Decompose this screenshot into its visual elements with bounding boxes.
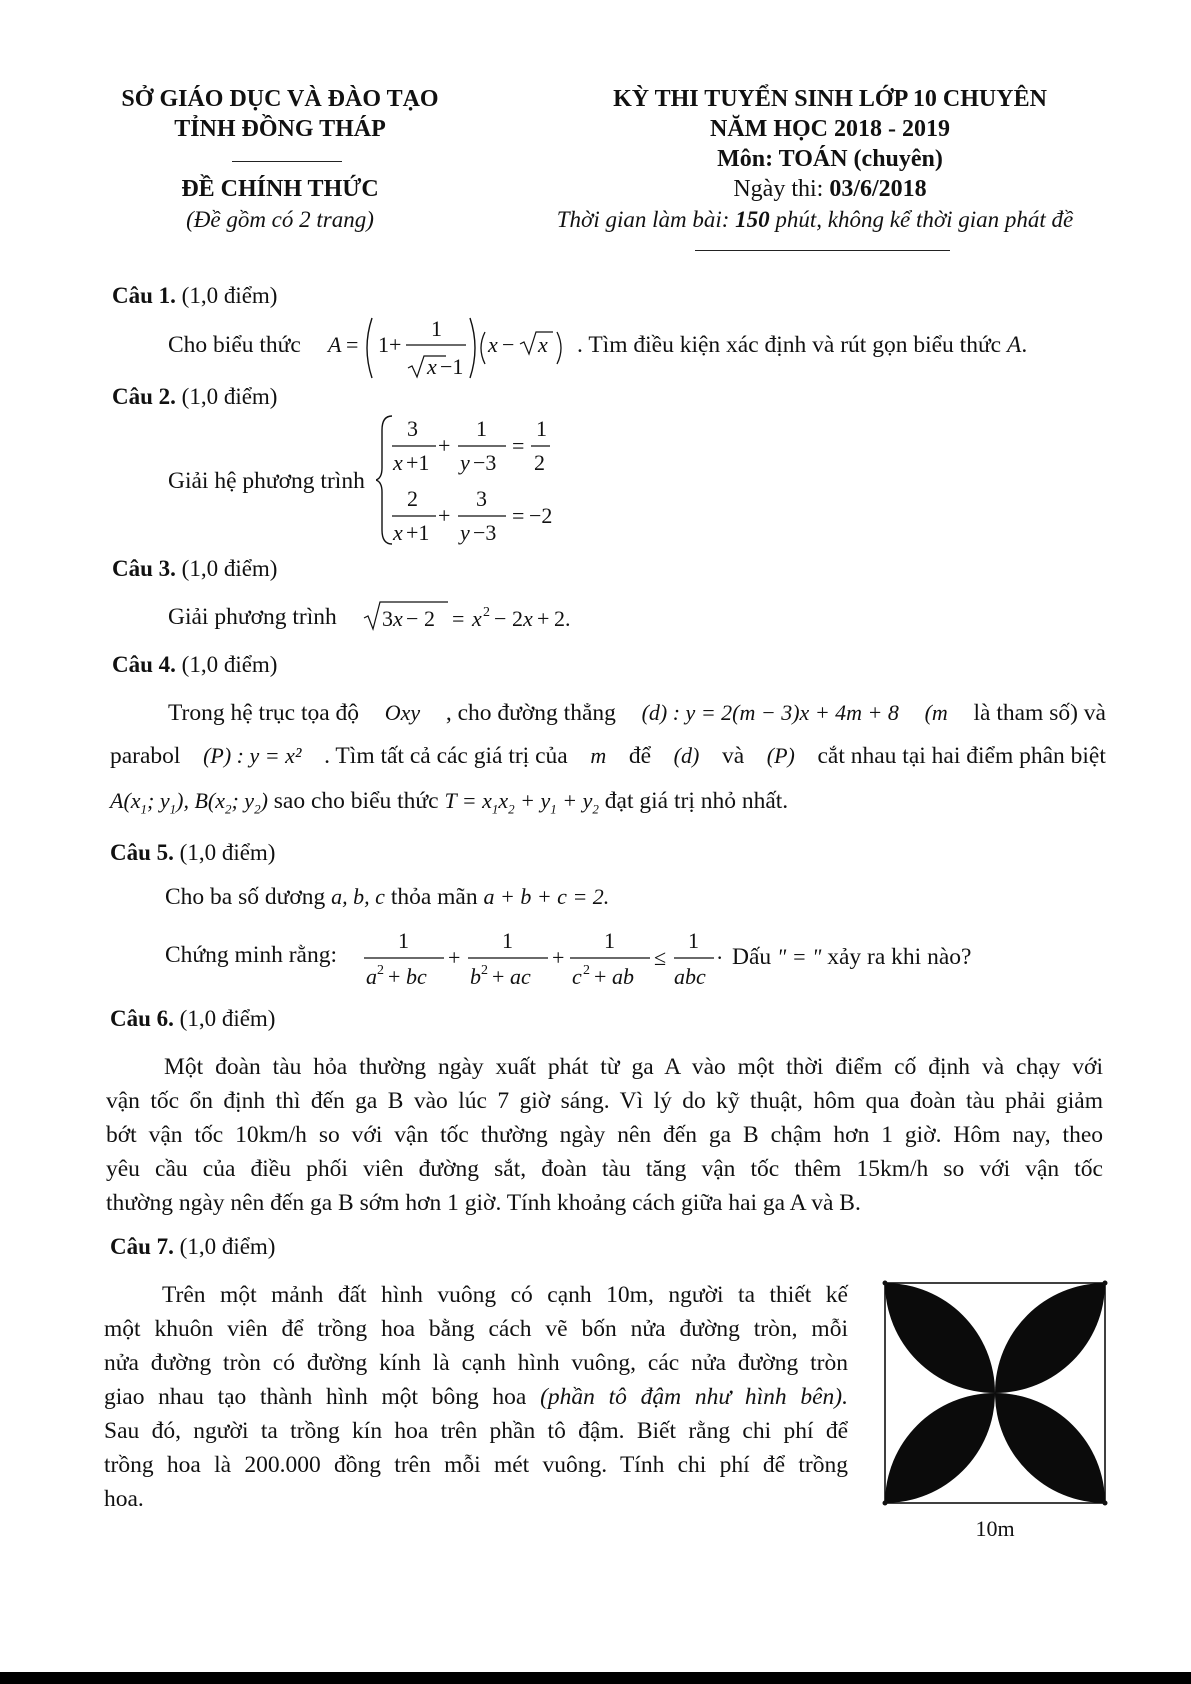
svg-text:A: A <box>328 332 342 357</box>
scan-bottom-edge <box>0 1672 1191 1684</box>
q4-l1c: là tham số) và <box>973 700 1106 726</box>
q6-line: vận tốc ổn định thì đến ga B vào lúc 7 giờ sáng. Vì lý do kỹ thuật, hôm qua đoàn tàu phải giảm <box>106 1088 1103 1114</box>
q4-points-ab: $A(x_1$; $y_1$), $B(x_2$; $y_2$) <box>110 788 268 817</box>
svg-text:b: b <box>470 964 481 989</box>
question-7-body <box>104 1278 848 1516</box>
svg-text:+: + <box>388 964 401 989</box>
question-5-line-2-end <box>732 944 971 971</box>
figure-side-label <box>955 1516 1035 1542</box>
svg-text:3: 3 <box>407 416 418 441</box>
q7-line <box>104 1380 848 1414</box>
q6-line: bớt vận tốc 10km/h so với vận tốc thường ngày nên đến ga B chậm hơn 1 giờ. Hôm nay, theo <box>106 1122 1103 1148</box>
svg-text:·: · <box>716 945 724 970</box>
svg-text:−3: −3 <box>473 520 497 545</box>
question-1-heading <box>112 283 277 309</box>
q4-m-open: (m <box>924 700 948 725</box>
svg-text:1: 1 <box>604 928 615 953</box>
question-4-line-1 <box>168 700 1106 727</box>
svg-text:1: 1 <box>688 928 699 953</box>
question-1-formula <box>326 310 578 386</box>
svg-text:2.: 2. <box>554 606 571 631</box>
time-suffix: phút, không kể thời gian phát đề <box>769 207 1074 232</box>
svg-text:=: = <box>346 332 359 357</box>
q4-p: (P) <box>766 743 795 768</box>
question-6-body <box>106 1050 1103 1220</box>
question-5-title: Câu 5. <box>110 840 174 865</box>
q4-l1a: Trong hệ trục tọa độ <box>168 700 360 726</box>
question-5-line-2-label: Chứng minh rằng: <box>165 942 338 968</box>
q4-l2d: và <box>721 743 745 769</box>
question-6-title: Câu 6. <box>110 1006 174 1031</box>
time-prefix: Thời gian làm bài: <box>556 207 736 232</box>
question-1-end: . <box>1021 332 1028 358</box>
svg-text:a: a <box>366 964 377 989</box>
svg-text:ac: ac <box>510 964 531 989</box>
q4-oxy: Oxy <box>384 700 421 725</box>
svg-text:−2: −2 <box>529 503 553 528</box>
svg-text:≤: ≤ <box>654 945 667 970</box>
q4-parabola-eq: (P) : y = x² <box>203 743 302 768</box>
svg-text:x: x <box>393 450 403 475</box>
svg-text:y: y <box>460 450 470 475</box>
question-4-title: Câu 4. <box>112 652 176 677</box>
svg-text:3: 3 <box>476 486 487 511</box>
svg-text:+: + <box>594 964 607 989</box>
flower-figure <box>882 1280 1110 1516</box>
exam-date-value: 03/6/2018 <box>829 176 927 202</box>
svg-text:x: x <box>523 606 533 631</box>
svg-text:=: = <box>512 503 525 528</box>
question-7-heading <box>110 1234 275 1260</box>
svg-text:c: c <box>572 964 582 989</box>
svg-text:+: + <box>389 332 402 357</box>
figure-label: 10m <box>975 1516 1015 1541</box>
official-label: ĐỀ CHÍNH THỨC <box>181 176 379 202</box>
q7-line: một khuôn viên để trồng hoa bằng cách vẽ bốn nửa đường tròn, mỗi <box>104 1316 848 1342</box>
q7-line-4-text: giao nhau tạo thành hình một bông hoa <box>104 1384 527 1410</box>
question-7-title: Câu 7. <box>110 1234 174 1259</box>
svg-text:2: 2 <box>483 605 490 620</box>
svg-text:ab: ab <box>612 964 634 989</box>
svg-text:abc: abc <box>674 964 706 989</box>
q6-line: thường ngày nên đến ga B sớm hơn 1 giờ. Tính khoảng cách giữa hai ga A và B. <box>106 1190 861 1216</box>
question-3-title: Câu 3. <box>112 556 176 581</box>
svg-text:+: + <box>537 606 550 631</box>
page-count-note: (Đề gồm có 2 trang) <box>186 207 374 232</box>
province-name: TỈNH ĐỒNG THÁP <box>174 116 386 142</box>
svg-text:−1: −1 <box>440 354 464 379</box>
svg-text:1: 1 <box>476 416 487 441</box>
question-5-inequality <box>362 922 726 994</box>
q4-l1b: , cho đường thẳng <box>445 700 616 726</box>
svg-text:=: = <box>512 433 525 458</box>
svg-text:−: − <box>494 606 507 631</box>
question-4-points: (1,0 điểm) <box>181 652 278 677</box>
exam-date <box>560 176 1100 203</box>
q7-line: trồng hoa là 200.000 đồng trên mỗi mét vuông. Tính chi phí để trồng <box>104 1452 848 1478</box>
svg-text:2: 2 <box>583 963 590 978</box>
svg-text:−: − <box>502 332 515 357</box>
q4-l2e: cắt nhau tại hai điểm phân biệt <box>817 743 1106 769</box>
svg-text:+1: +1 <box>406 520 430 545</box>
department-name: SỞ GIÁO DỤC VÀ ĐÀO TẠO <box>121 86 439 112</box>
svg-text:3: 3 <box>382 606 393 631</box>
svg-text:+: + <box>438 433 451 458</box>
svg-text:2: 2 <box>481 963 488 978</box>
svg-text:x: x <box>393 520 403 545</box>
question-2-text: Giải hệ phương trình <box>168 468 365 494</box>
q4-t-expr: $T = x_1x_2 + y_1 + y_2$ <box>444 788 599 817</box>
q5-abc: a, b, c <box>331 884 385 909</box>
question-5-line-1 <box>165 884 609 911</box>
question-4-heading <box>112 652 277 678</box>
school-year: NĂM HỌC 2018 - 2019 <box>710 116 950 142</box>
svg-text:=: = <box>452 606 465 631</box>
svg-text:1: 1 <box>502 928 513 953</box>
left-divider <box>232 161 342 162</box>
q7-line: nửa đường tròn có đường kính là cạnh hình vuông, các nửa đường tròn <box>104 1350 848 1376</box>
q6-line: yêu cầu của điều phối viên đường sắt, đoàn tàu tăng vận tốc thêm 15km/h so với vận tốc <box>106 1156 1103 1182</box>
q4-line-eq: (d) : y = 2(m − 3)x + 4m + 8 <box>641 700 899 725</box>
svg-text:2: 2 <box>534 450 545 475</box>
question-1-text-pre: Cho biểu thức <box>168 332 301 358</box>
question-7-points: (1,0 điểm) <box>179 1234 276 1259</box>
q4-l3a: sao cho biểu thức <box>273 788 439 814</box>
svg-text:+: + <box>448 945 461 970</box>
svg-text:x: x <box>427 354 437 379</box>
question-2-points: (1,0 điểm) <box>181 384 278 409</box>
question-1-text-post <box>577 332 1027 359</box>
svg-text:x: x <box>472 606 482 631</box>
q7-line: Trên một mảnh đất hình vuông có cạnh 10m, người ta thiết kế <box>162 1282 848 1308</box>
time-value: 150 <box>735 207 770 232</box>
svg-text:2: 2 <box>424 606 435 631</box>
question-4-line-3 <box>110 788 788 817</box>
svg-text:1: 1 <box>398 928 409 953</box>
svg-text:x: x <box>488 332 498 357</box>
question-2-title: Câu 2. <box>112 384 176 409</box>
svg-text:x: x <box>538 332 548 357</box>
q7-line: hoa. <box>104 1486 144 1512</box>
question-1-post: . Tìm điều kiện xác định và rút gọn biểu thức <box>577 332 1002 358</box>
exam-date-label: Ngày thi: <box>733 176 830 202</box>
q4-l2c: để <box>628 743 652 769</box>
q4-l3b: đạt giá trị nhỏ nhất. <box>604 788 789 814</box>
question-5-points: (1,0 điểm) <box>179 840 276 865</box>
svg-text:−3: −3 <box>473 450 497 475</box>
question-3-heading <box>112 556 277 582</box>
question-6-points: (1,0 điểm) <box>179 1006 276 1031</box>
question-6-heading <box>110 1006 275 1032</box>
svg-text:2: 2 <box>407 486 418 511</box>
svg-text:x: x <box>393 606 403 631</box>
svg-text:+: + <box>492 964 505 989</box>
q5-sum: a + b + c = 2. <box>483 884 610 909</box>
q4-m: m <box>590 743 607 768</box>
question-2-system <box>376 410 576 550</box>
question-2-heading <box>112 384 277 410</box>
question-3-points: (1,0 điểm) <box>181 556 278 581</box>
q5-l1b: thỏa mãn <box>390 884 478 910</box>
q5-l2b: Dấu <box>732 944 772 970</box>
q4-l2a: parabol <box>110 743 181 769</box>
question-3-equation <box>362 596 594 636</box>
right-divider <box>695 250 950 251</box>
svg-text:y: y <box>460 520 470 545</box>
svg-text:+: + <box>552 945 565 970</box>
question-3-text: Giải phương trình <box>168 604 337 630</box>
question-1-title: Câu 1. <box>112 283 176 308</box>
svg-text:+1: +1 <box>406 450 430 475</box>
q7-italic-note: (phần tô đậm như hình bên). <box>540 1384 849 1410</box>
svg-text:1: 1 <box>536 416 547 441</box>
q4-l2b: . Tìm tất cả các giá trị của <box>324 743 568 769</box>
q5-equal-sign: " = " <box>777 944 822 969</box>
svg-text:+: + <box>438 503 451 528</box>
time-limit <box>515 207 1115 233</box>
q6-line: Một đoàn tàu hỏa thường ngày xuất phát từ ga A vào một thời điểm cố định và chạy với <box>164 1054 1103 1080</box>
svg-text:1: 1 <box>378 332 389 357</box>
question-1-var: A <box>1007 332 1022 358</box>
question-1-points: (1,0 điểm) <box>181 283 278 308</box>
svg-text:−: − <box>406 606 419 631</box>
q4-d: (d) <box>673 743 700 768</box>
subject: Môn: TOÁN (chuyên) <box>717 146 943 172</box>
exam-title: KỲ THI TUYỂN SINH LỚP 10 CHUYÊN <box>613 86 1047 112</box>
q5-l2c: xảy ra khi nào? <box>827 944 972 970</box>
question-4-line-2 <box>110 743 1106 770</box>
q5-l1a: Cho ba số dương <box>165 884 326 910</box>
svg-text:bc: bc <box>406 964 427 989</box>
svg-text:2: 2 <box>377 963 384 978</box>
svg-text:2: 2 <box>512 606 523 631</box>
q7-line: Sau đó, người ta trồng kín hoa trên phần tô đậm. Biết rằng chi phí để <box>104 1418 848 1444</box>
svg-text:1: 1 <box>431 316 442 341</box>
question-5-heading <box>110 840 275 866</box>
